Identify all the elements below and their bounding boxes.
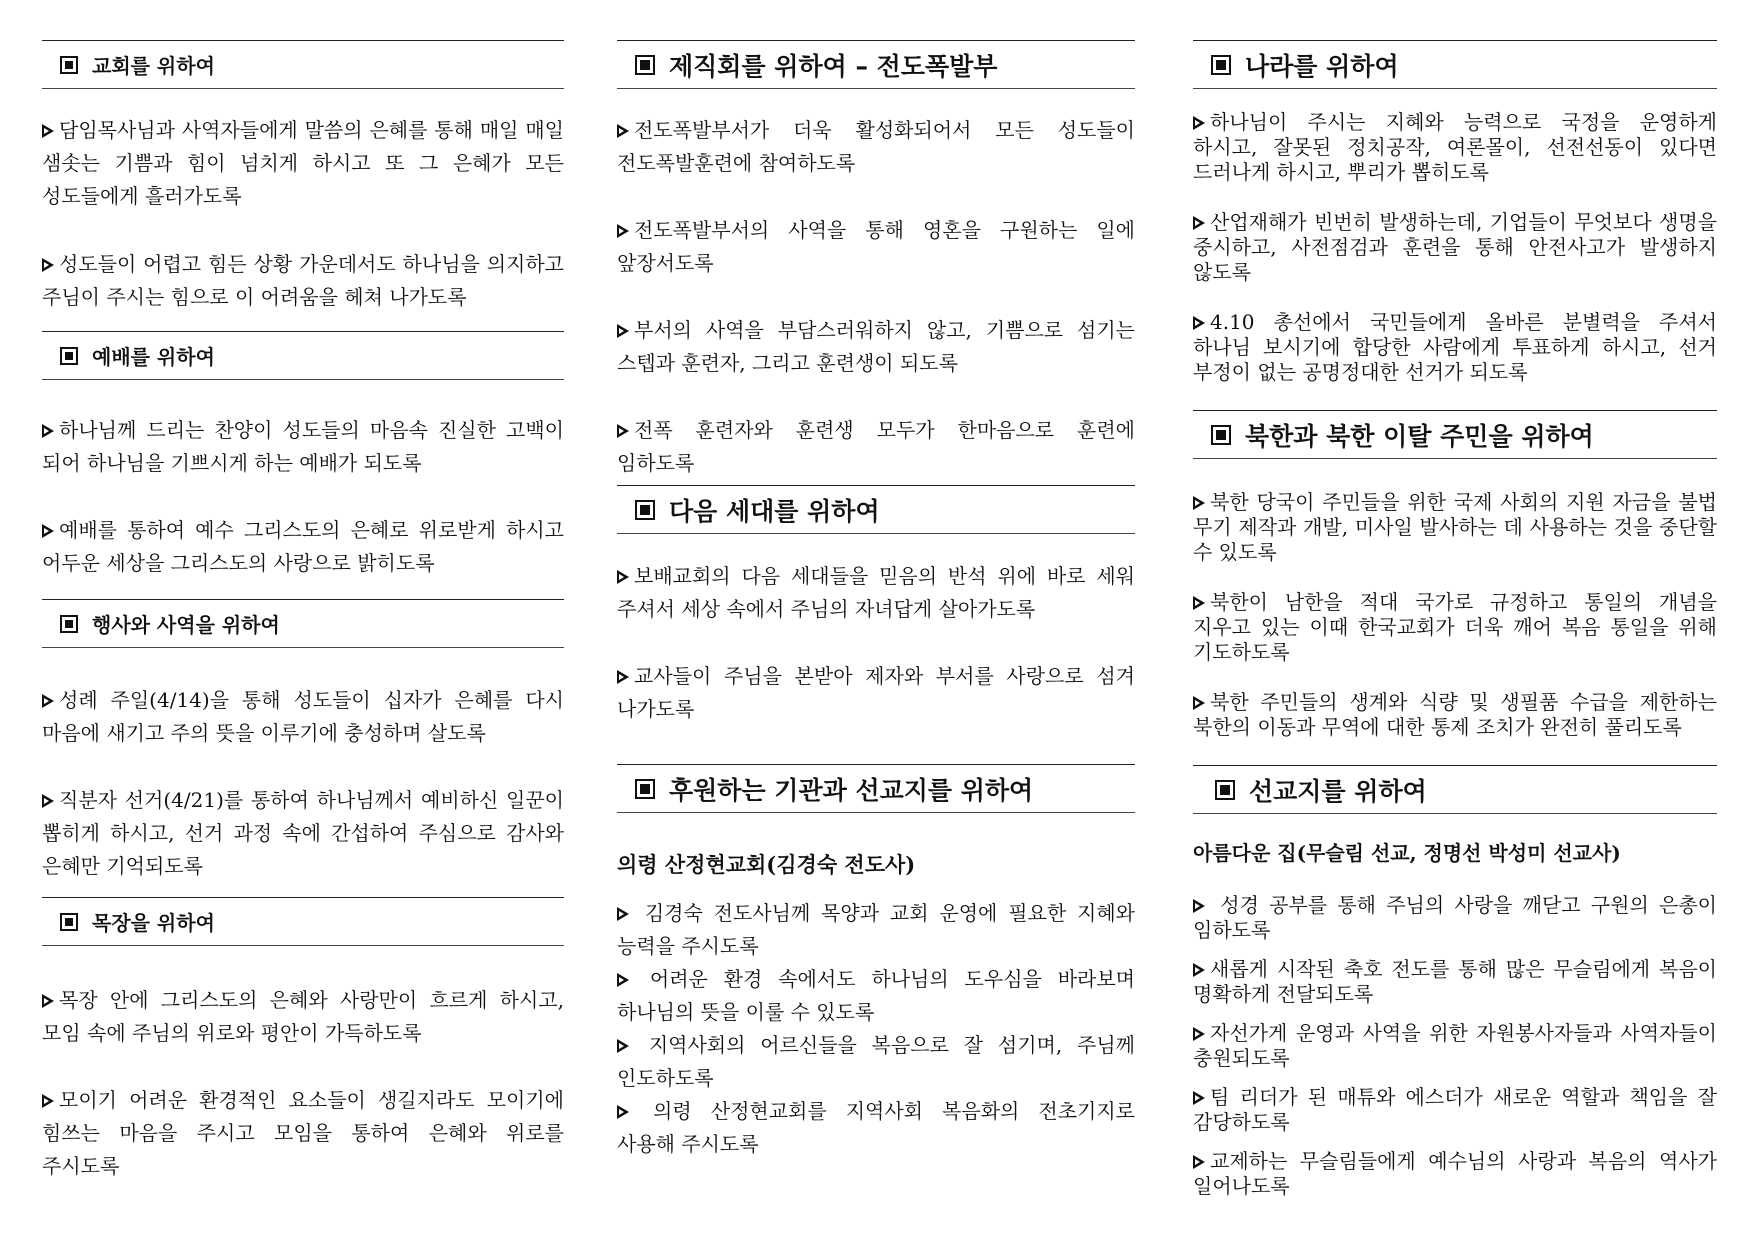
triangle-bullet-icon: [1193, 596, 1207, 610]
triangle-bullet-icon: [617, 570, 631, 584]
square-bullet-icon: [60, 615, 78, 633]
prayer-item: 성도들이 어렵고 힘든 상황 가운데서도 하나님을 의지하고 주님이 주시는 힘으로 이 어려움을 헤쳐 나가도록: [42, 252, 564, 309]
mission-subtitle: 아름다운 집(무슬림 선교, 정명선 박성미 선교사): [1193, 841, 1621, 865]
prayer-item: 성경 공부를 통해 주님의 사랑을 깨닫고 구원의 은총이 임하도록: [1193, 893, 1717, 942]
triangle-bullet-icon: [617, 1105, 631, 1119]
section-header-events: [42, 599, 564, 648]
column-right: [1193, 0, 1717, 1239]
triangle-bullet-icon: [1193, 316, 1207, 330]
section-header-nation: [1193, 40, 1717, 89]
triangle-bullet-icon: [1193, 696, 1207, 710]
triangle-bullet-icon: [617, 124, 631, 138]
triangle-bullet-icon: [617, 424, 631, 438]
section-title: 예배를 위하여: [92, 345, 215, 369]
section-header-mission: [1193, 765, 1717, 814]
section-title: 후원하는 기관과 선교지를 위하여: [669, 775, 1034, 805]
prayer-item: 어려운 환경 속에서도 하나님의 도우심을 바라보며 하나님의 뜻을 이룰 수 있도록: [617, 967, 1135, 1024]
section-header-north-korea: [1193, 410, 1717, 459]
prayer-item: 의령 산정현교회를 지역사회 복음화의 전초기지로 사용해 주시도록: [617, 1099, 1135, 1156]
prayer-item: 모이기 어려운 환경적인 요소들이 생길지라도 모이기에 힘쓰는 마음을 주시고 모임을 통하여 은혜와 위로를 주시도록: [42, 1088, 564, 1178]
prayer-item: 지역사회의 어르신들을 복음으로 잘 섬기며, 주님께 인도하도록: [617, 1033, 1135, 1090]
triangle-bullet-icon: [617, 670, 631, 684]
mission-subtitle: 의령 산정현교회(김경숙 전도사): [617, 852, 916, 877]
prayer-item: 성례 주일(4/14)을 통해 성도들이 십자가 은혜를 다시 마음에 새기고 주의 뜻을 이루기에 충성하며 살도록: [42, 688, 564, 745]
section-title: 나라를 위하여: [1245, 51, 1399, 81]
triangle-bullet-icon: [617, 224, 631, 238]
square-bullet-icon: [635, 55, 655, 75]
triangle-bullet-icon: [1193, 496, 1207, 510]
square-bullet-icon: [635, 500, 655, 520]
square-bullet-icon: [60, 913, 78, 931]
section-header-next-generation: [617, 485, 1135, 534]
prayer-item: 교제하는 무슬림들에게 예수님의 사랑과 복음의 역사가 일어나도록: [1193, 1149, 1717, 1198]
triangle-bullet-icon: [1193, 899, 1207, 913]
triangle-bullet-icon: [42, 258, 56, 272]
prayer-item: 교사들이 주님을 본받아 제자와 부서를 사랑으로 섬겨 나가도록: [617, 664, 1135, 721]
triangle-bullet-icon: [617, 1039, 631, 1053]
triangle-bullet-icon: [1193, 216, 1207, 230]
section-title: 북한과 북한 이탈 주민을 위하여: [1245, 421, 1594, 451]
prayer-item: 김경숙 전도사님께 목양과 교회 운영에 필요한 지혜와 능력을 주시도록: [617, 901, 1135, 958]
section-title: 행사와 사역을 위하여: [92, 613, 280, 637]
square-bullet-icon: [1211, 55, 1231, 75]
triangle-bullet-icon: [617, 973, 631, 987]
triangle-bullet-icon: [1193, 963, 1207, 977]
square-bullet-icon: [635, 779, 655, 799]
prayer-item: 전도폭발부서가 더욱 활성화되어서 모든 성도들이 전도폭발훈련에 참여하도록: [617, 118, 1135, 175]
prayer-item: 새롭게 시작된 축호 전도를 통해 많은 무슬림에게 복음이 명확하게 전달되도록: [1193, 957, 1717, 1006]
prayer-item: 담임목사님과 사역자들에게 말씀의 은혜를 통해 매일 매일 샘솟는 기쁨과 힘이 넘치게 하시고 또 그 은혜가 모든 성도들에게 흘러가도록: [42, 118, 564, 208]
prayer-item: 4.10 총선에서 국민들에게 올바른 분별력을 주셔서 하나님 보시기에 합당한 사람에게 투표하게 하시고, 선거 부정이 없는 공명정대한 선거가 되도록: [1193, 310, 1717, 384]
prayer-item: 북한 당국이 주민들을 위한 국제 사회의 지원 자금을 불법 무기 제작과 개발, 미사일 발사하는 데 사용하는 것을 중단할 수 있도록: [1193, 490, 1717, 564]
square-bullet-icon: [1215, 780, 1235, 800]
triangle-bullet-icon: [617, 324, 631, 338]
prayer-item: 전폭 훈련자와 훈련생 모두가 한마음으로 훈련에 임하도록: [617, 418, 1135, 475]
prayer-item: 북한 주민들의 생계와 식량 및 생필품 수급을 제한하는 북한의 이동과 무역에 대한 통제 조치가 완전히 풀리도록: [1193, 690, 1717, 739]
column-left: [42, 0, 564, 1239]
triangle-bullet-icon: [42, 124, 56, 138]
section-header-deacons: [617, 40, 1135, 89]
triangle-bullet-icon: [1193, 1155, 1207, 1169]
square-bullet-icon: [1211, 425, 1231, 445]
column-middle: [617, 0, 1135, 1239]
section-title: 선교지를 위하여: [1249, 776, 1427, 806]
triangle-bullet-icon: [42, 1094, 56, 1108]
triangle-bullet-icon: [1193, 1027, 1207, 1041]
triangle-bullet-icon: [42, 694, 56, 708]
prayer-item: 산업재해가 빈번히 발생하는데, 기업들이 무엇보다 생명을 중시하고, 사전점검과 훈련을 통해 안전사고가 발생하지 않도록: [1193, 210, 1717, 284]
prayer-item: 자선가게 운영과 사역을 위한 자원봉사자들과 사역자들이 충원되도록: [1193, 1021, 1717, 1070]
section-header-worship: [42, 331, 564, 380]
prayer-item: 보배교회의 다음 세대들을 믿음의 반석 위에 바로 세워 주셔서 세상 속에서 주님의 자녀답게 살아가도록: [617, 564, 1135, 621]
section-title: 교회를 위하여: [92, 54, 215, 78]
triangle-bullet-icon: [617, 907, 631, 921]
square-bullet-icon: [60, 347, 78, 365]
prayer-item: 하나님께 드리는 찬양이 성도들의 마음속 진실한 고백이 되어 하나님을 기쁘시게 하는 예배가 되도록: [42, 418, 564, 475]
prayer-item: 직분자 선거(4/21)를 통하여 하나님께서 예비하신 일꾼이 뽑히게 하시고, 선거 과정 속에 간섭하여 주심으로 감사와 은혜만 기억되도록: [42, 788, 564, 878]
square-bullet-icon: [60, 56, 78, 74]
prayer-item: 팀 리더가 된 매튜와 에스더가 새로운 역할과 책임을 잘 감당하도록: [1193, 1085, 1717, 1134]
section-title: 제직회를 위하여 – 전도폭발부: [669, 51, 998, 81]
triangle-bullet-icon: [1193, 116, 1207, 130]
prayer-item: 부서의 사역을 부담스러워하지 않고, 기쁨으로 섬기는 스텝과 훈련자, 그리고 훈련생이 되도록: [617, 318, 1135, 375]
section-header-supported: [617, 764, 1135, 813]
prayer-item: 북한이 남한을 적대 국가로 규정하고 통일의 개념을 지우고 있는 이때 한국교회가 더욱 깨어 복음 통일을 위해 기도하도록: [1193, 590, 1717, 664]
prayer-item: 예배를 통하여 예수 그리스도의 은혜로 위로받게 하시고 어두운 세상을 그리스도의 사랑으로 밝히도록: [42, 518, 564, 575]
section-header-cell: [42, 897, 564, 946]
prayer-item: 전도폭발부서의 사역을 통해 영혼을 구원하는 일에 앞장서도록: [617, 218, 1135, 275]
prayer-item: 목장 안에 그리스도의 은혜와 사랑만이 흐르게 하시고, 모임 속에 주님의 위로와 평안이 가득하도록: [42, 988, 564, 1045]
triangle-bullet-icon: [42, 994, 56, 1008]
section-title: 다음 세대를 위하여: [669, 496, 880, 526]
triangle-bullet-icon: [42, 794, 56, 808]
prayer-item: 하나님이 주시는 지혜와 능력으로 국정을 운영하게 하시고, 잘못된 정치공작, 여론몰이, 선전선동이 있다면 드러나게 하시고, 뿌리가 뽑히도록: [1193, 110, 1717, 184]
triangle-bullet-icon: [42, 424, 56, 438]
triangle-bullet-icon: [42, 524, 56, 538]
section-header-church: [42, 40, 564, 89]
triangle-bullet-icon: [1193, 1091, 1207, 1105]
section-title: 목장을 위하여: [92, 911, 215, 935]
